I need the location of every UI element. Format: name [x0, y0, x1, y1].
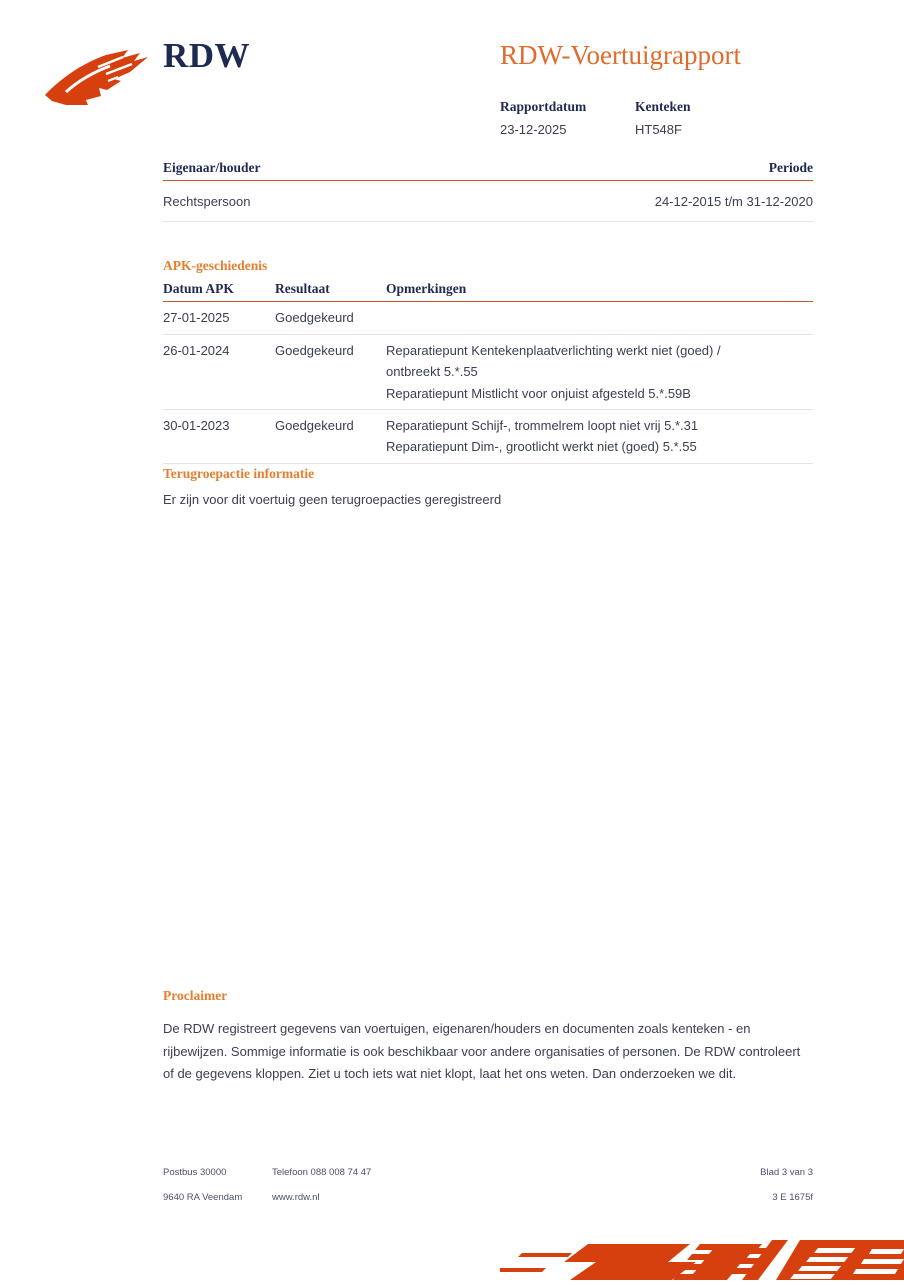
- disclaimer-section: [163, 988, 813, 1085]
- apk-history-section: [163, 258, 813, 464]
- licence-value: HT548F: [635, 121, 682, 137]
- table-row: [163, 409, 813, 463]
- report-date-field: [500, 97, 635, 139]
- apk-table-body: [163, 302, 813, 464]
- footer-row-2: [163, 1193, 813, 1203]
- header-meta: [500, 97, 830, 139]
- rdw-feather-icon: [44, 48, 162, 106]
- remark-line: Reparatiepunt Schijf-, trommelrem loopt niet vrij 5.*.31: [386, 417, 699, 433]
- cell-remarks: [386, 334, 813, 409]
- table-row: [163, 334, 813, 409]
- disclaimer-section-title: Proclaimer: [163, 988, 228, 1003]
- cell-remarks: [386, 302, 813, 334]
- period-heading-label: Periode: [768, 160, 813, 175]
- apk-section-title: APK-geschiedenis: [163, 258, 268, 273]
- cell-date: 30-01-2023: [163, 409, 275, 463]
- disclaimer-body-text: De RDW registreert gegevens van voertuigen, eigenaren/houders en documenten zoals kenteken - en rijbewijzen. Sommige informatie is ook beschikbaar voor andere organisaties of personen. De RDW controleert of de gegevens kloppen. Ziet u toch iets wat niet klopt, laat het ons weten. Dan onderzoeken we dit.: [163, 1021, 801, 1081]
- cell-result: Goedgekeurd: [275, 409, 386, 463]
- document-header: [0, 0, 904, 150]
- owner-row: [163, 181, 813, 222]
- remark-line: Reparatiepunt Mistlicht voor onjuist afgesteld 5.*.59B: [386, 385, 691, 401]
- cell-date: 27-01-2025: [163, 302, 275, 334]
- footer-postbus: Postbus 30000: [163, 1167, 227, 1178]
- owner-heading-label: Eigenaar/houder: [163, 160, 261, 175]
- footer-page-number: Blad 3 van 3: [760, 1167, 813, 1178]
- owner-type-value: Rechtspersoon: [163, 194, 251, 209]
- footer-city: 9640 RA Veendam: [163, 1191, 243, 1203]
- recall-section-title: Terugroepactie informatie: [163, 466, 315, 481]
- column-header-remarks: Opmerkingen: [386, 281, 813, 302]
- rdw-speed-graphic-icon: [500, 1222, 904, 1280]
- column-header-result: Resultaat: [275, 281, 386, 302]
- table-row: [163, 302, 813, 334]
- footer-row-1: [163, 1168, 813, 1178]
- cell-remarks: [386, 409, 813, 463]
- remark-line: ontbreekt 5.*.55: [386, 364, 478, 380]
- licence-label: Kenteken: [635, 99, 691, 114]
- cell-result: Goedgekeurd: [275, 334, 386, 409]
- apk-history-table: [163, 281, 813, 464]
- recall-section: [163, 466, 813, 511]
- column-header-date: Datum APK: [163, 281, 275, 302]
- rdw-wordmark: RDW: [163, 36, 251, 75]
- cell-result: Goedgekeurd: [275, 302, 386, 334]
- page-title: RDW-Voertuigrapport: [500, 40, 741, 70]
- owner-period-value: 24-12-2015 t/m 31-12-2020: [654, 194, 813, 209]
- owner-section-header: [163, 160, 813, 181]
- cell-date: 26-01-2024: [163, 334, 275, 409]
- report-date-label: Rapportdatum: [500, 99, 587, 114]
- licence-field: [635, 97, 691, 139]
- owner-section: [163, 160, 813, 222]
- footer-phone: Telefoon 088 008 74 47: [272, 1167, 372, 1178]
- table-header-row: [163, 281, 813, 302]
- footer-form-code: 3 E 1675f: [772, 1191, 813, 1203]
- footer-website[interactable]: www.rdw.nl: [272, 1191, 320, 1203]
- report-date-value: 23-12-2025: [500, 121, 567, 137]
- recall-body-text: Er zijn voor dit voertuig geen terugroepacties geregistreerd: [163, 492, 502, 508]
- remark-line: Reparatiepunt Kentekenplaatverlichting werkt niet (goed) /: [386, 342, 721, 358]
- document-footer: [163, 1168, 813, 1217]
- remark-line: Reparatiepunt Dim-, grootlicht werkt niet (goed) 5.*.55: [386, 439, 697, 455]
